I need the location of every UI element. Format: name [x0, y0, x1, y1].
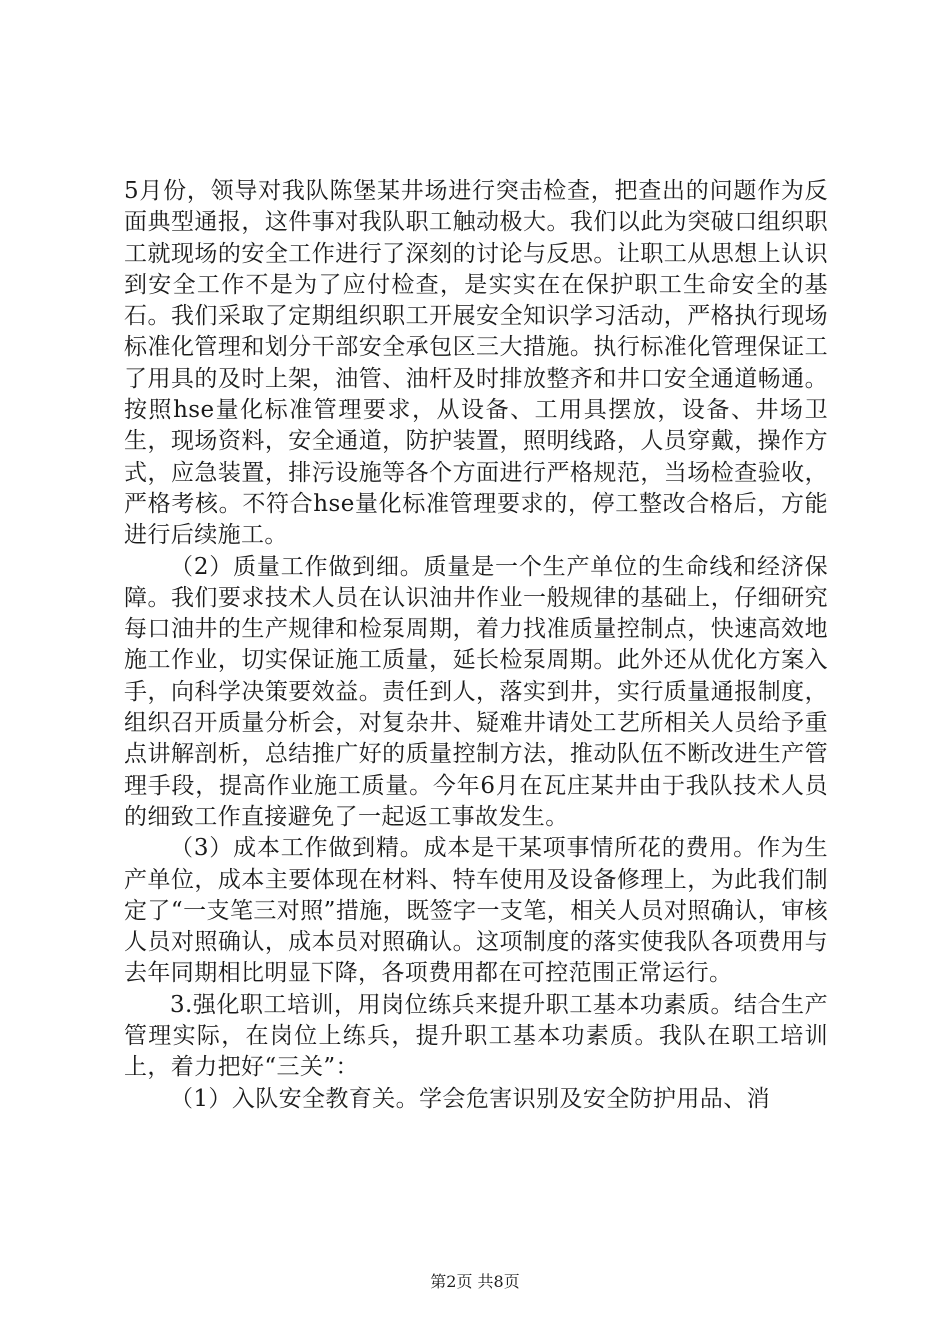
document-body — [124, 176, 828, 1115]
paragraph-quality: （2）质量工作做到细。质量是一个生产单位的生命线和经济保障。我们要求技术人员在认识油井作业一般规律的基础上，仔细研究每口油井的生产规律和检泵周期，着力找准质量控制点，快速高效地施工作业，切实保证施工质量，延长检泵周期。此外还从优化方案入手，向科学决策要效益。责任到人，落实到井，实行质量通报制度，组织召开质量分析会，对复杂井、疑难井请处工艺所相关人员给予重点讲解剖析，总结推广好的质量控制方法，推动队伍不断改进生产管理手段，提高作业施工质量。今年6月在瓦庄某井由于我队技术人员的细致工作直接避免了一起返工事故发生。 — [124, 553, 828, 830]
paragraph-training: 3.强化职工培训，用岗位练兵来提升职工基本功素质。结合生产管理实际，在岗位上练兵，提升职工基本功素质。我队在职工培训上，着力把好“三关”： — [124, 991, 828, 1081]
paragraph-cost: （3）成本工作做到精。成本是干某项事情所花的费用。作为生产单位，成本主要体现在材料、特车使用及设备修理上，为此我们制定了“一支笔三对照”措施，既签字一支笔，相关人员对照确认，审核人员对照确认，成本员对照确认。这项制度的落实使我队各项费用与去年同期相比明显下降，各项费用都在可控范围正常运行。 — [124, 835, 828, 987]
page-footer: 第2页 共8页 — [430, 1272, 520, 1291]
paragraph-safety-education: （1）入队安全教育关。学会危害识别及安全防护用品、消 — [170, 1085, 771, 1112]
paragraph-safety-continued: 5月份，领导对我队陈堡某井场进行突击检查，把查出的问题作为反面典型通报，这件事对我队职工触动极大。我们以此为突破口组织职工就现场的安全工作进行了深刻的讨论与反思。让职工从思想上认识到安全工作不是为了应付检查，是实实在在保护职工生命安全的基石。我们采取了定期组织职工开展安全知识学习活动，严格执行现场标准化管理和划分干部安全承包区三大措施。执行标准化管理保证工了用具的及时上架，油管、油杆及时排放整齐和井口安全通道畅通。按照hse量化标准管理要求，从设备、工用具摆放，设备、井场卫生，现场资料，安全通道，防护装置，照明线路，人员穿戴，操作方式，应急装置，排污设施等各个方面进行严格规范，当场检查验收，严格考核。不符合hse量化标准管理要求的，停工整改合格后，方能进行后续施工。 — [124, 178, 828, 549]
